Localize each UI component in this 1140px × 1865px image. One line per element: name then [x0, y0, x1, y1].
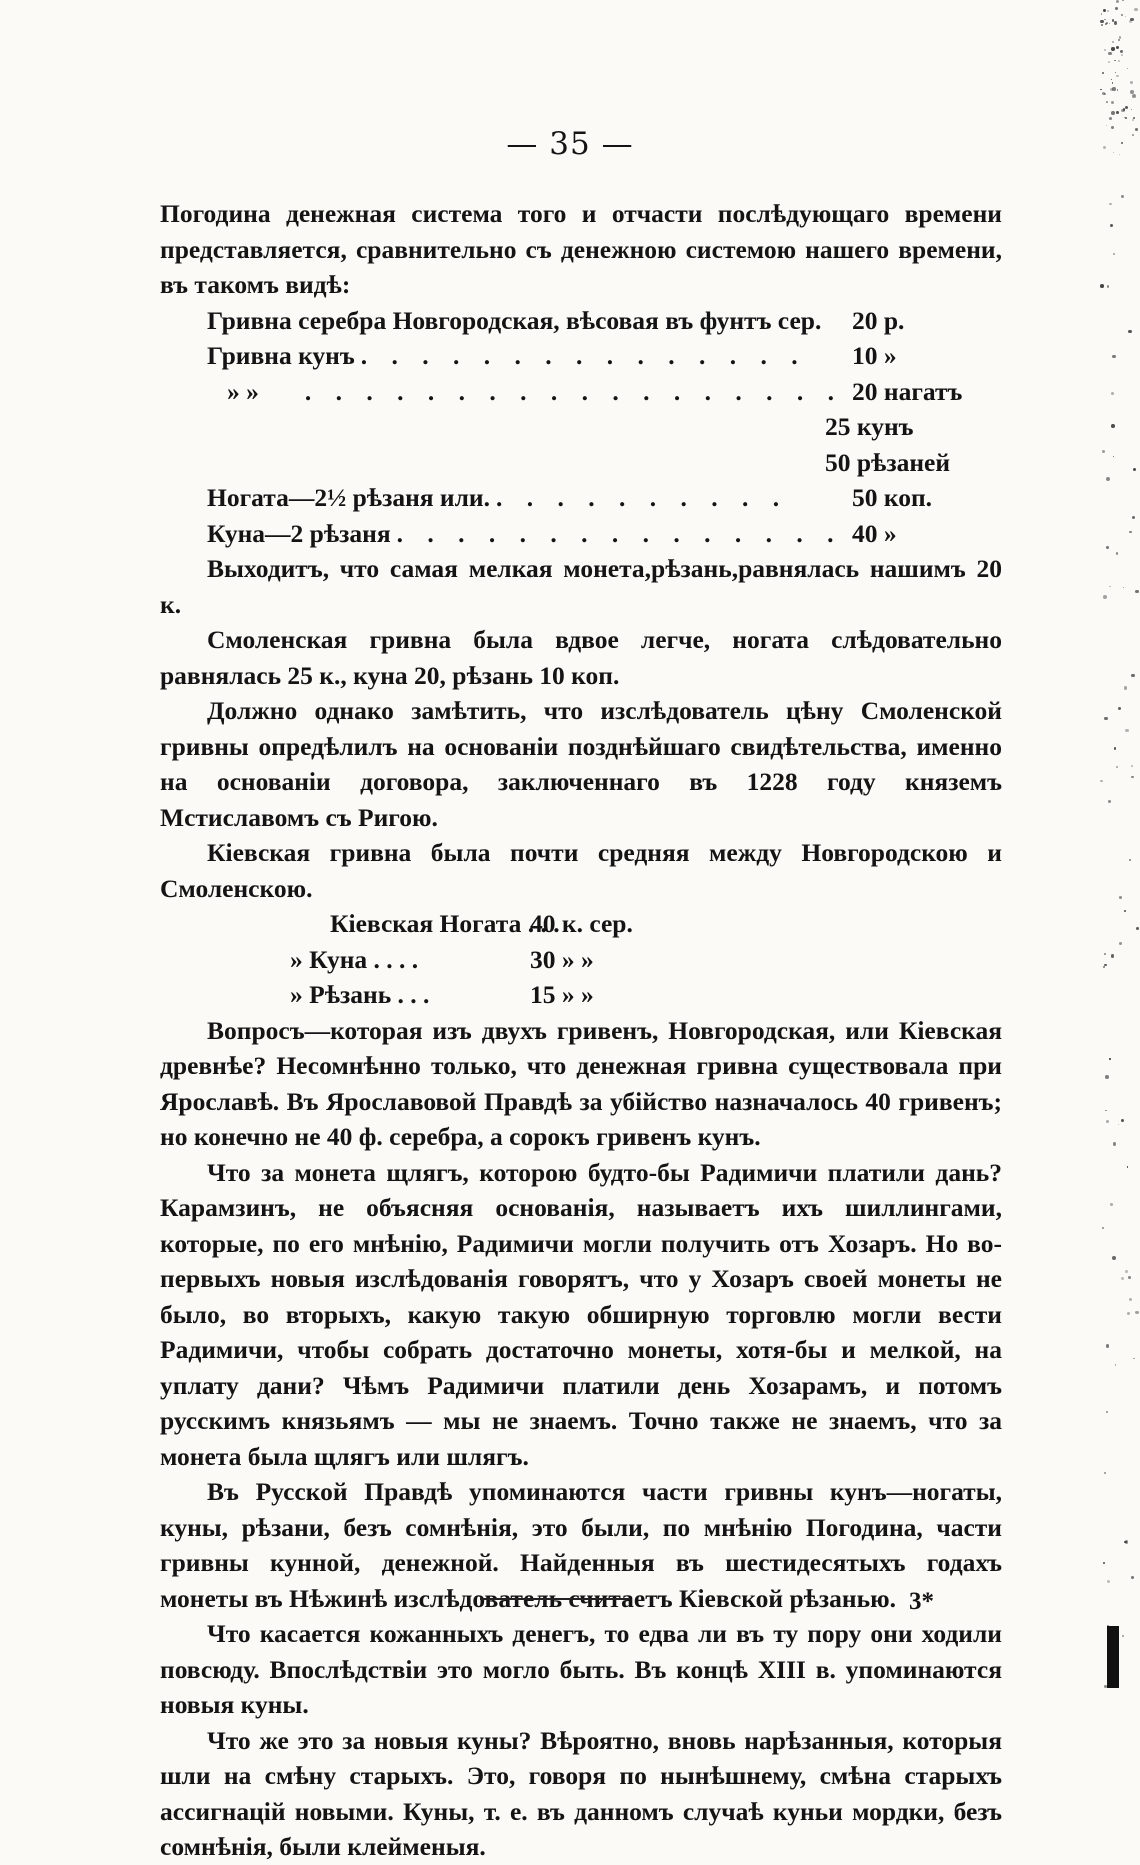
scan-speck	[1124, 910, 1125, 911]
scan-speck	[1108, 52, 1111, 55]
scan-speck	[1108, 800, 1111, 803]
scan-speck	[1132, 94, 1136, 98]
scan-speck	[1105, 1075, 1109, 1079]
scan-speck	[1121, 54, 1123, 56]
scan-speck	[1103, 966, 1104, 967]
scan-speck	[1128, 330, 1131, 333]
scan-speck	[1113, 1142, 1116, 1145]
scan-speck	[1125, 106, 1128, 109]
scan-speck	[1118, 1124, 1119, 1125]
scan-speck	[1100, 20, 1103, 23]
scan-speck	[1129, 1298, 1132, 1301]
scan-speck	[1113, 456, 1114, 457]
scan-speck	[1131, 674, 1134, 677]
scan-speck	[1111, 47, 1114, 50]
scan-speck	[1121, 1119, 1124, 1122]
scan-speck	[1100, 284, 1104, 288]
scan-speck	[1116, 766, 1118, 768]
scan-speck	[1136, 927, 1139, 930]
scan-speck	[1123, 587, 1124, 588]
scan-speck	[1131, 1576, 1134, 1579]
scan-speck	[1131, 109, 1132, 110]
scan-speck	[1134, 8, 1138, 12]
note-paragraph: Должно однако замѣтить, что изслѣдователь цѣну Смоленской гривны опредѣлилъ на основаніи позднѣйшаго свидѣтельства, именно на основаніи договора, заключеннаго въ 1228 году княземъ Мстиславомъ съ Ригою.	[160, 696, 1002, 832]
table-extra-value: 50 рѣзаней	[825, 447, 951, 477]
scan-speck	[1111, 79, 1112, 80]
scan-speck	[1105, 23, 1107, 25]
table-row: Куна—2 рѣзаня . . . . . . . . . . . . . . . 40 »	[207, 518, 897, 548]
scan-speck	[1129, 20, 1132, 23]
scan-speck	[1129, 531, 1131, 533]
scan-speck	[1125, 16, 1127, 18]
scan-speck	[1116, 552, 1118, 554]
scan-speck	[1115, 72, 1116, 73]
scan-speck	[1133, 468, 1136, 471]
scan-speck	[1103, 1562, 1105, 1564]
signature-mark: 3*	[909, 1588, 934, 1615]
page-edge-noise	[1100, 0, 1140, 1748]
table-row: » » . . . . . . . . . . . . . . . . . . 20 нагатъ	[227, 376, 963, 406]
scan-speck	[1131, 776, 1134, 779]
scan-speck	[1104, 93, 1106, 95]
scan-speck	[1125, 117, 1127, 119]
scan-speck	[1116, 46, 1119, 49]
scan-speck	[1135, 590, 1138, 593]
scan-mark	[1107, 1626, 1119, 1688]
scan-speck	[1106, 1344, 1109, 1347]
result-paragraph: Выходитъ, что самая мелкая монета,рѣзань,равнялась нашимъ 20 к.	[160, 554, 1002, 619]
table-row: Гривна кунъ . . . . . . . . . . . . . . . 10 »	[207, 341, 897, 370]
scan-speck	[1109, 586, 1111, 588]
paragraph: Что касается кожанныхъ денегъ, то едва ли въ ту пору они ходили повсюду. Впослѣдствіи это могло быть. Въ концѣ XIII в. упоминаются новыя куны.	[160, 1619, 1002, 1719]
scan-speck	[1101, 13, 1103, 15]
scan-speck	[1111, 392, 1114, 395]
scan-speck	[1112, 355, 1115, 358]
scan-speck	[1108, 61, 1110, 63]
scan-speck	[1106, 477, 1110, 481]
scan-speck	[1103, 9, 1106, 12]
scan-speck	[1127, 1312, 1130, 1315]
scan-speck	[1109, 1058, 1111, 1060]
scan-speck	[1107, 285, 1110, 288]
scan-speck	[1111, 954, 1114, 957]
scan-speck	[1111, 424, 1115, 428]
scan-speck	[1120, 50, 1123, 53]
scan-speck	[1113, 253, 1115, 255]
footer-rule	[480, 1598, 630, 1600]
scan-speck	[1116, 111, 1119, 114]
scan-speck	[1112, 82, 1113, 83]
scan-speck	[1106, 1120, 1109, 1123]
scan-speck	[1104, 964, 1106, 966]
scan-speck	[1131, 765, 1133, 767]
scan-speck	[1104, 19, 1106, 21]
kiev-row: » Куна . . . . 30 » »	[290, 944, 594, 974]
paragraph: Что за монета щлягъ, которою будто-бы Радимичи платили дань? Карамзинъ, не объясняя основанія, называетъ ихъ шиллингами, которые, по его мнѣнію, Радимичи могли получить отъ Хозаръ. Но во-первыхъ новыя изслѣдованія говорятъ, что у Хозаръ своей монеты не было, во вторыхъ, какую такую обширную торговлю могли вести Радимичи, чтобы собрать достаточно монеты, хотя-бы и мелкой, на уплату дани? Чѣмъ Радимичи платили день Хозарамъ, и потомъ русскимъ князьямъ — мы не знаемъ. Точно также не знаемъ, что за монета была щлягъ или шлягъ.	[160, 1157, 1002, 1471]
scan-speck	[1122, 0, 1123, 1]
paragraph: Что же это за новыя куны? Вѣроятно, вновь нарѣзанныя, которыя шли на смѣну старыхъ. Это, говоря по нынѣшнему, смѣна старыхъ ассигнацій новыми. Куны, т. е. въ данномъ случаѣ куньи мордки, безъ сомнѣнія, были клейменыя.	[160, 1725, 1002, 1861]
table-row: Ногата—2½ рѣзаня или. . . . . . . . . . . 50 коп.	[207, 483, 933, 512]
scan-speck	[1121, 1277, 1125, 1281]
scan-speck	[1109, 23, 1110, 24]
table-extra-value: 25 кунъ	[825, 412, 914, 441]
scan-speck	[1100, 89, 1102, 91]
scan-speck	[1112, 87, 1116, 91]
scan-speck	[1116, 0, 1119, 3]
scan-speck	[1125, 1270, 1128, 1273]
scan-speck	[1133, 117, 1135, 119]
scan-speck	[1115, 1364, 1116, 1365]
scan-speck	[1104, 49, 1106, 51]
scan-speck	[1109, 203, 1111, 205]
scan-speck	[1107, 10, 1109, 12]
smolensk-paragraph: Смоленская гривна была вдвое легче, ногата слѣдовательно равнялась 25 к., куна 20, рѣзань 10 коп.	[160, 625, 1002, 690]
scan-speck	[1106, 1411, 1108, 1413]
scan-speck	[1110, 1203, 1113, 1206]
paragraph: Вопросъ—которая изъ двухъ гривенъ, Новгородская, или Кіевская древнѣе? Несомнѣнно только, что денежная гривна существовала при Ярославѣ. Въ Ярославовой Правдѣ за убійство назначалось 40 гривенъ; но конечно не 40 ф. серебра, а сорокъ гривенъ кунъ.	[160, 1015, 1002, 1151]
scan-speck	[1119, 942, 1122, 945]
scan-speck	[1104, 953, 1106, 955]
scan-speck	[1105, 1110, 1107, 1112]
scan-speck	[1129, 859, 1131, 861]
scan-speck	[1106, 546, 1110, 550]
scan-speck	[1125, 729, 1128, 732]
kiev-paragraph: Кіевская гривна была почти средняя между Новгородскою и Смоленскою.	[160, 838, 1002, 903]
kiev-row: Кіевская Ногата . . . 40 к. сер.	[330, 909, 633, 938]
scan-speck	[1127, 68, 1128, 69]
scan-speck	[1135, 1311, 1139, 1315]
scan-speck	[1103, 595, 1107, 599]
scan-speck	[1100, 780, 1103, 783]
scan-speck	[1118, 60, 1120, 62]
scan-speck	[1119, 896, 1122, 899]
scan-speck	[1132, 119, 1134, 121]
intro-paragraph: Погодина денежная система того и отчасти послѣдующаго времени представляется, сравнительно съ денежною системою нашего времени, въ такомъ видѣ:	[160, 199, 1002, 299]
scan-speck	[1112, 1256, 1116, 1260]
scan-speck	[1111, 111, 1115, 115]
scan-speck	[1127, 1166, 1129, 1168]
scan-speck	[1104, 1472, 1106, 1474]
scan-speck	[1114, 21, 1118, 25]
scan-speck	[1102, 72, 1103, 73]
scan-speck	[1117, 89, 1118, 90]
scan-speck	[1106, 101, 1109, 104]
scan-speck	[1114, 747, 1117, 750]
scan-speck	[1115, 7, 1118, 10]
scan-speck	[1122, 1635, 1124, 1637]
scan-speck	[1132, 516, 1135, 519]
scan-speck	[1116, 75, 1119, 78]
scan-speck	[1102, 1227, 1104, 1229]
body-text	[160, 196, 1002, 1865]
scan-speck	[1114, 60, 1116, 62]
scan-speck	[1109, 117, 1112, 120]
scan-speck	[1111, 101, 1114, 104]
scan-speck	[1101, 24, 1103, 26]
scan-speck	[1123, 108, 1125, 110]
scan-speck	[1124, 686, 1128, 690]
page-number: — 35 —	[506, 126, 634, 162]
scan-speck	[1110, 224, 1113, 227]
scan-speck	[1107, 1580, 1110, 1583]
kiev-row: » Рѣзань . . . 15 » »	[290, 980, 594, 1009]
scan-speck	[1118, 707, 1121, 710]
scan-speck	[1125, 1540, 1129, 1544]
scan-speck	[1112, 41, 1114, 43]
table-row: Гривна серебра Новгородская, вѣсовая въ фунтъ сер. 20 р.	[207, 305, 905, 335]
scan-speck	[1130, 81, 1134, 85]
scan-speck	[1128, 1276, 1131, 1279]
scan-speck	[1102, 450, 1105, 453]
scan-speck	[1133, 1358, 1135, 1360]
paragraph: Въ Русской Правдѣ упоминаются части гривны кунъ—ногаты, куны, рѣзани, безъ сомнѣнія, это были, по мнѣнію Погодина, части гривны кунной, денежной. Найденныя въ шестидесятыхъ годахъ монеты въ Нѣжинѣ изслѣдователь считаетъ Кіевской рѣзанью.	[160, 1477, 1002, 1613]
scan-speck	[1104, 717, 1108, 721]
scan-speck	[1121, 14, 1123, 16]
scan-speck	[1121, 195, 1124, 198]
